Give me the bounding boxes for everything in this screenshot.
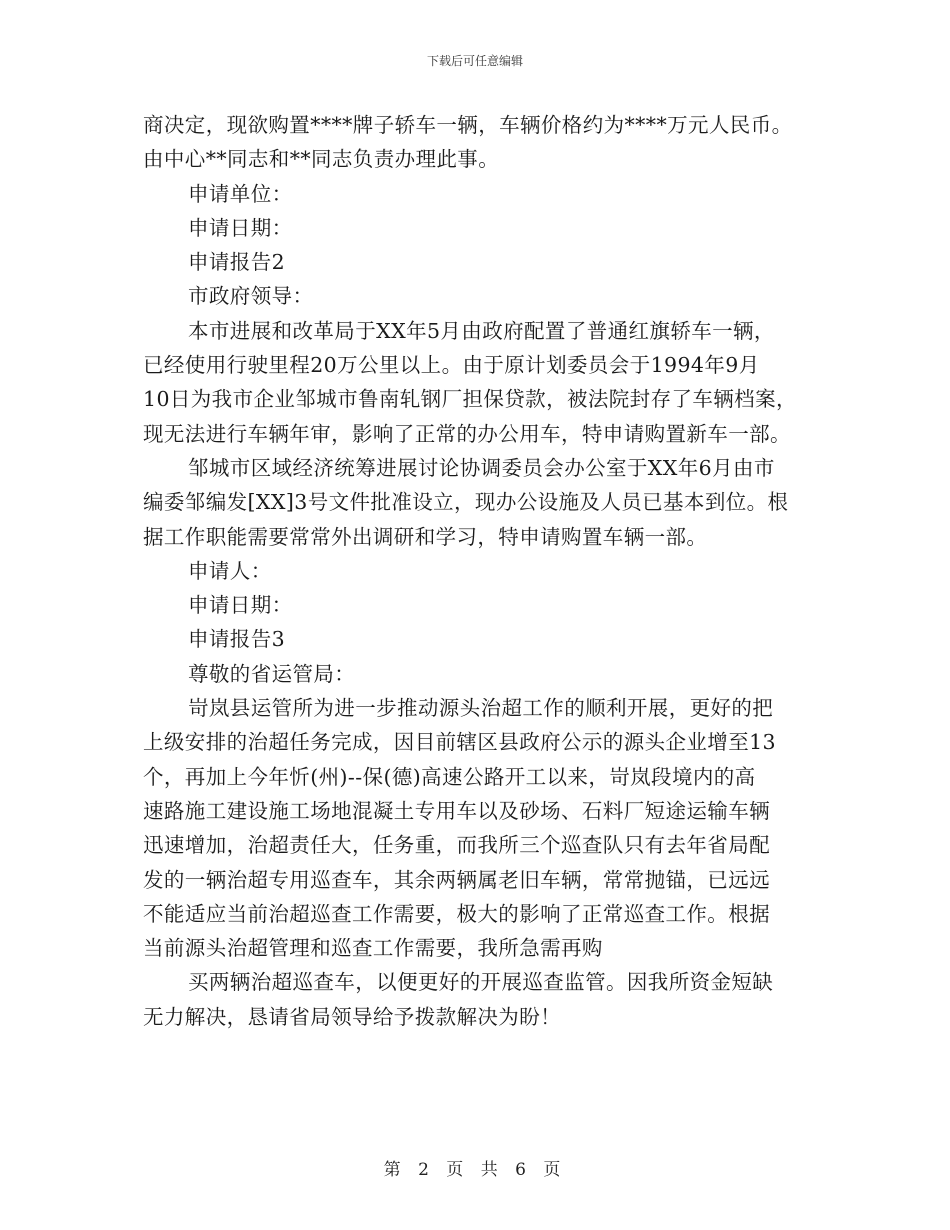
text-line: 迅速增加，治超责任大，任务重，而我所三个巡查队只有去年省局配 <box>143 833 770 858</box>
text-line: 个，再加上今年忻(州)--保(德)高速公路开工以来，岢岚段境内的高 <box>143 764 756 789</box>
text-line: 买两辆治超巡查车，以便更好的开展巡查监管。因我所资金短缺 <box>188 970 774 995</box>
page-number-footer: 第 2 页 共 6 页 <box>383 1160 567 1180</box>
text-line: 岢岚县运管所为进一步推动源头治超工作的顺利开展，更好的把 <box>188 696 774 721</box>
text-line: 发的一辆治超专用巡查车，其余两辆属老旧车辆，常常抛锚，已远远 <box>143 867 770 892</box>
text-line: 据工作职能需要常常外出调研和学习，特申请购置车辆一部。 <box>143 524 708 549</box>
text-line: 已经使用行驶里程20万公里以上。由于原计划委员会于1994年9月 <box>143 353 760 378</box>
text-line: 商决定，现欲购置****牌子轿车一辆，车辆价格约为****万元人民币。 <box>143 113 793 137</box>
document-body <box>143 108 813 1034</box>
text-line: 10日为我市企业邹城市鲁南轧钢厂担保贷款，被法院封存了车辆档案， <box>143 387 797 412</box>
text-line: 速路施工建设施工场地混凝土专用车以及砂场、石料厂短途运输车辆 <box>143 798 770 823</box>
salutation: 尊敬的省运管局： <box>188 661 356 686</box>
text-line: 邹城市区域经济统筹进展讨论协调委员会办公室于XX年6月由市 <box>188 455 775 480</box>
text-line: 编委邹编发[XX]3号文件批准设立，现办公设施及人员已基本到位。根 <box>143 490 789 515</box>
text-line: 现无法进行车辆年审，影响了正常的办公用车，特申请购置新车一部。 <box>143 421 791 446</box>
text-line: 本市进展和改革局于XX年5月由政府配置了普通红旗轿车一辆， <box>188 318 775 343</box>
text-line: 申请日期： <box>188 593 293 618</box>
text-line: 上级安排的治超任务完成，因目前辖区县政府公示的源头企业增至13 <box>143 730 776 755</box>
section-heading: 申请报告2 <box>188 250 286 275</box>
text-line: 申请日期： <box>188 215 293 240</box>
text-line: 无力解决，恳请省局领导给予拨款解决为盼！ <box>143 1004 561 1029</box>
section-heading: 申请报告3 <box>188 627 286 652</box>
text-line: 申请人： <box>188 558 272 583</box>
text-line: 申请单位： <box>188 181 293 206</box>
text-line: 当前源头治超管理和巡查工作需要，我所急需再购 <box>143 936 603 961</box>
text-line: 由中心**同志和**同志负责办理此事。 <box>143 147 500 172</box>
page-header: 下载后可任意编辑 <box>426 54 523 68</box>
text-line: 不能适应当前治超巡查工作需要，极大的影响了正常巡查工作。根据 <box>143 901 770 926</box>
salutation: 市政府领导： <box>188 284 314 309</box>
